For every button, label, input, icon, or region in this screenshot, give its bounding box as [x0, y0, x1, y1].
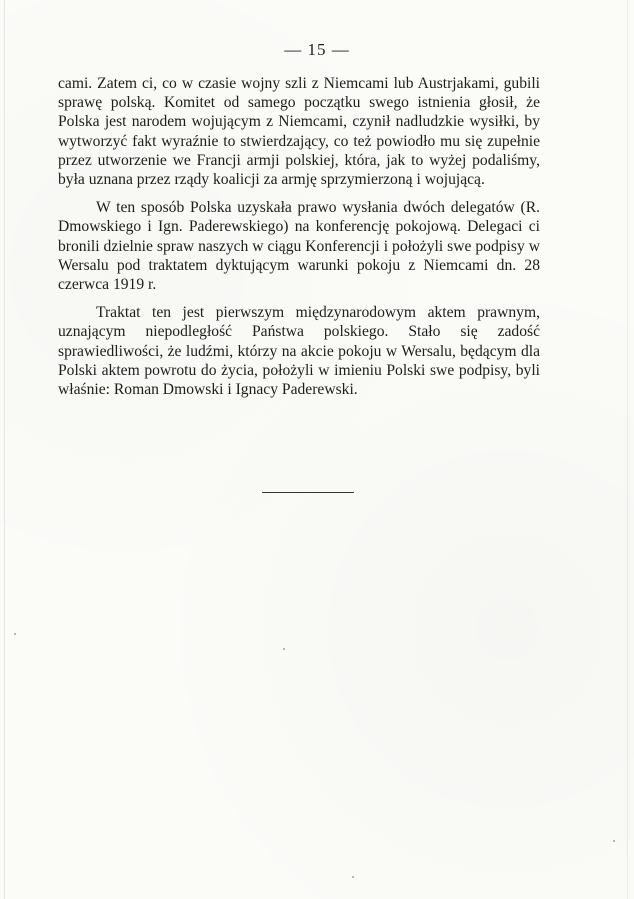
paper-speck	[352, 876, 354, 878]
section-divider-rule	[262, 492, 354, 493]
page-number: — 15 —	[284, 40, 350, 59]
page-edge-right	[627, 0, 628, 899]
paragraph-3: Traktat ten jest pierwszym międzynarodowym aktem prawnym, uznającym niepodległość Państwa polskiego. Stało się zadość sprawiedliwości, że ludźmi, którzy na akcie pokoju w Wersalu, będącym dla Polski aktem powrotu do życia, położyli w imieniu Polski swe podpisy, byli właśnie: Roman Dmowski i Ignacy Paderewski.	[58, 304, 540, 399]
page-edge-left	[4, 0, 5, 899]
paragraph-1: cami. Zatem ci, co w czasie wojny szli z Niemcami lub Austrjakami, gubili sprawę polską. Komitet od samego początku swego istnienia głosił, że Polska jest narodem wojującym z Niemcami, czynił nadludzkie wysiłki, by wytworzyć fakt wyraźnie to stwierdzający, co też powiodło mu się zupełnie przez utworzenie we Francji armji polskiej, która, jak to wyżej podaliśmy, była uznana przez rządy koalicji za armję sprzymierzoną i wojującą.	[58, 75, 540, 189]
paragraph-2: W ten sposób Polska uzyskała prawo wysłania dwóch delegatów (R. Dmowskiego i Ign. Paderewskiego) na konferencję pokojową. Delegaci ci bronili dzielnie spraw naszych w ciągu Konferencji i położyli swe podpisy w Wersalu pod traktatem dyktującym warunki pokoju z Niemcami dn. 28 czerwca 1919 r.	[58, 199, 540, 294]
body-text	[58, 74, 540, 399]
paper-speck	[283, 648, 285, 650]
paper-speck	[14, 633, 16, 635]
paper-speck	[613, 840, 615, 842]
